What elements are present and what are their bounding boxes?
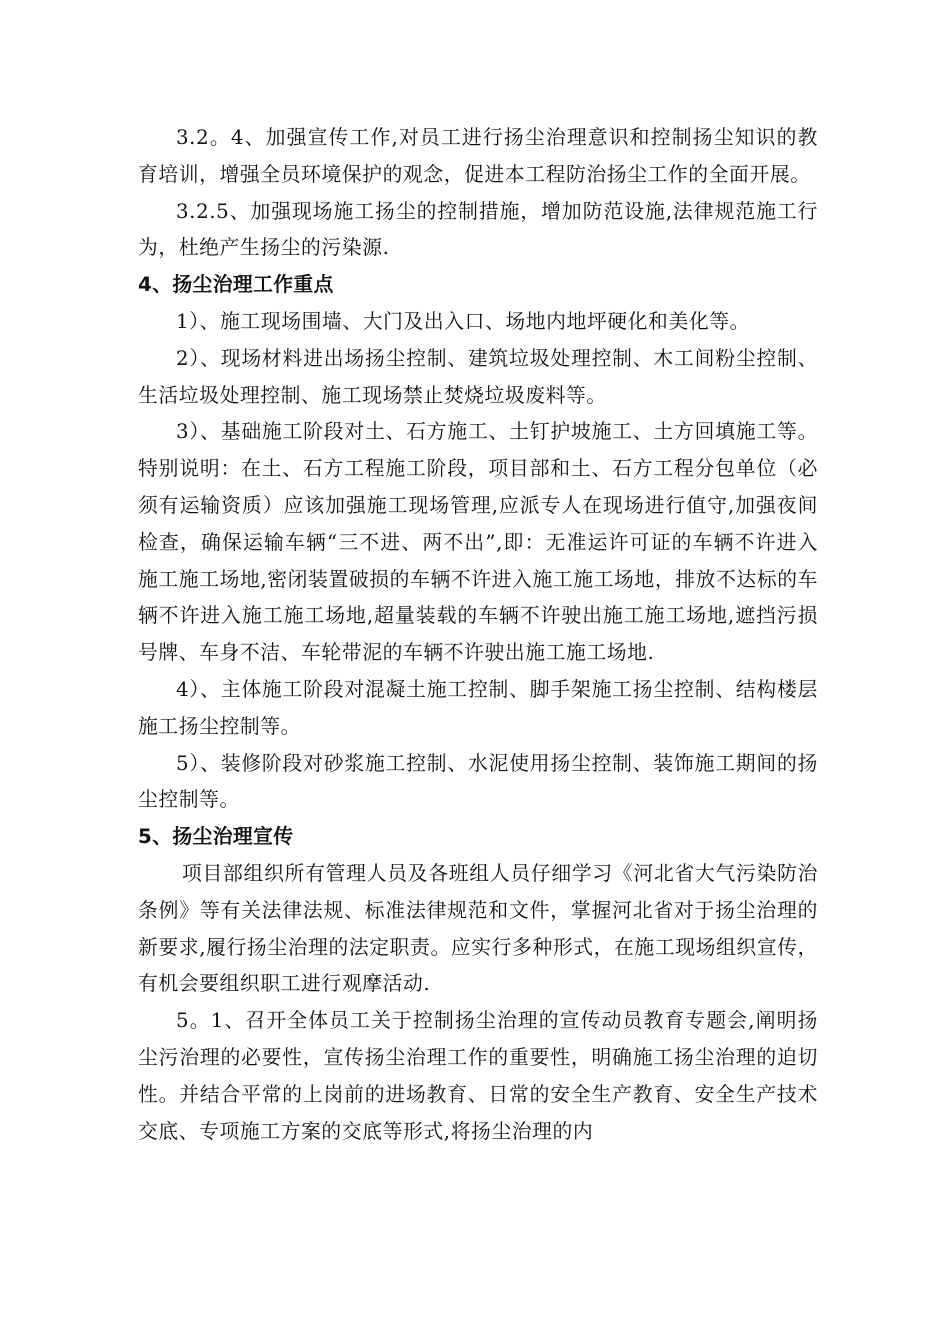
section-5-intro: 项目部组织所有管理人员及各班组人员仔细学习《河北省大气污染防治条例》等有关法律法规、标准法律规范和文件，掌握河北省对于扬尘治理的新要求,履行扬尘治理的法定职责。应实行多种形式，在施工现场组织宣传，有机会要组织职工进行观摩活动. <box>138 861 818 996</box>
paragraph-3-2-4: 3.2。4、加强宣传工作,对员工进行扬尘治理意识和控制扬尘知识的教育培训，增强全员环境保护的观念，促进本工程防治扬尘工作的全面开展。 <box>138 126 818 186</box>
section-4-item-3: 3）、基础施工阶段对土、石方施工、土钉护坡施工、土方回填施工等。特别说明：在土、石方工程施工阶段，项目部和土、石方工程分包单位（必须有运输资质）应该加强施工现场管理,应派专人在现场进行值守,加强夜间检查，确保运输车辆“三不进、两不出”,即：无准运许可证的车辆不许进入施工施工场地,密闭装置破损的车辆不许进入施工施工场地，排放不达标的车辆不许进入施工施工场地,超量装载的车辆不许驶出施工施工场地,遮挡污损号牌、车身不洁、车轮带泥的车辆不许驶出施工施工场地. <box>138 420 818 665</box>
section-4-item-1: 1）、施工现场围墙、大门及出入口、场地内地坪硬化和美化等。 <box>176 309 750 333</box>
section-5-heading: 5、扬尘治理宣传 <box>138 825 294 849</box>
section-5-item-1: 5。1、召开全体员工关于控制扬尘治理的宣传动员教育专题会,阐明扬尘污治理的必要性，宣传扬尘治理工作的重要性，明确施工扬尘治理的迫切性。并结合平常的上岗前的进场教育、日常的安全生产教育、安全生产技术交底、专项施工方案的交底等形式,将扬尘治理的内 <box>138 1009 818 1143</box>
section-4-heading: 4、扬尘治理工作重点 <box>138 273 334 297</box>
section-4-item-5: 5）、装修阶段对砂浆施工控制、水泥使用扬尘控制、装饰施工期间的扬尘控制等。 <box>138 751 818 812</box>
section-4-item-4: 4）、主体施工阶段对混凝土施工控制、脚手架施工扬尘控制、结构楼层施工扬尘控制等。 <box>138 677 818 738</box>
section-4-item-2: 2）、现场材料进出场扬尘控制、建筑垃圾处理控制、木工间粉尘控制、生活垃圾处理控制、施工现场禁止焚烧垃圾废料等。 <box>138 346 818 407</box>
document-page <box>138 120 818 1150</box>
paragraph-3-2-5: 3.2.5、加强现场施工扬尘的控制措施，增加防范设施,法律规范施工行为，杜绝产生扬尘的污染源. <box>138 199 818 260</box>
